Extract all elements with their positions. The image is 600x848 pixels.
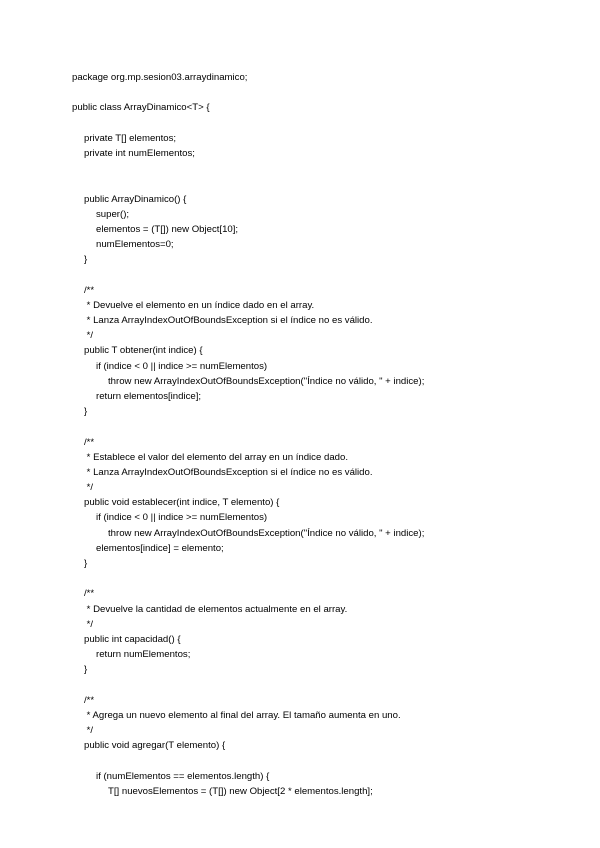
blank-line: [72, 176, 572, 191]
code-line: numElementos=0;: [96, 239, 174, 251]
code-line: * Devuelve el elemento en un índice dado en el array.: [84, 299, 315, 311]
code-line: * Establece el valor del elemento del array en un índice dado.: [84, 451, 348, 463]
blank-line: [72, 571, 572, 586]
code-line: public int capacidad() {: [84, 633, 181, 645]
code-line: if (numElementos == elementos.length) {: [96, 770, 270, 782]
code-line: public ArrayDinamico() {: [84, 193, 187, 205]
code-line: T[] nuevosElementos = (T[]) new Object[2 * elementos.length];: [108, 785, 373, 797]
blank-line: [72, 161, 572, 176]
code-line: /**: [84, 588, 95, 600]
blank-line: [72, 419, 572, 434]
code-line: super();: [96, 208, 130, 220]
code-line: private T[] elementos;: [84, 132, 177, 144]
code-line: public void agregar(T elemento) {: [84, 740, 226, 752]
code-line: /**: [84, 694, 95, 706]
blank-line: [72, 753, 572, 768]
code-line: }: [84, 254, 88, 266]
code-line: */: [84, 330, 94, 342]
code-line: elementos[indice] = elemento;: [96, 542, 224, 554]
code-line: */: [84, 482, 94, 494]
code-line: /**: [84, 284, 95, 296]
code-line: if (indice < 0 || indice >= numElementos): [96, 360, 268, 372]
code-listing: [72, 70, 572, 799]
code-line: elementos = (T[]) new Object[10];: [96, 223, 239, 235]
code-line: }: [84, 558, 88, 569]
code-line: if (indice < 0 || indice >= numElementos): [96, 512, 268, 524]
code-line: }: [84, 406, 88, 418]
code-line: public class ArrayDinamico<T> {: [72, 102, 210, 114]
code-line: /**: [84, 436, 95, 448]
code-line: * Agrega un nuevo elemento al final del array. El tamaño aumenta en uno.: [84, 709, 401, 721]
blank-line: [72, 678, 572, 693]
code-line: * Lanza ArrayIndexOutOfBoundsException si el índice no es válido.: [84, 466, 373, 478]
blank-line: [72, 267, 572, 282]
blank-line: [72, 116, 572, 131]
code-line: return numElementos;: [96, 649, 191, 661]
code-line: public T obtener(int indice) {: [84, 345, 203, 357]
code-line: * Devuelve la cantidad de elementos actualmente en el array.: [84, 603, 348, 615]
code-line: package org.mp.sesion03.arraydinamico;: [72, 72, 248, 83]
code-line: private int numElementos;: [84, 147, 195, 159]
code-line: throw new ArrayIndexOutOfBoundsException("Índice no válido, " + indice);: [108, 527, 425, 539]
code-line: throw new ArrayIndexOutOfBoundsException("Índice no válido, " + indice);: [108, 375, 425, 387]
code-line: */: [84, 618, 94, 630]
code-line: return elementos[indice];: [96, 390, 202, 402]
code-line: public void establecer(int indice, T elemento) {: [84, 497, 280, 509]
code-line: * Lanza ArrayIndexOutOfBoundsException si el índice no es válido.: [84, 315, 373, 326]
blank-line: [72, 85, 572, 100]
code-line: */: [84, 725, 94, 737]
code-line: }: [84, 664, 88, 676]
